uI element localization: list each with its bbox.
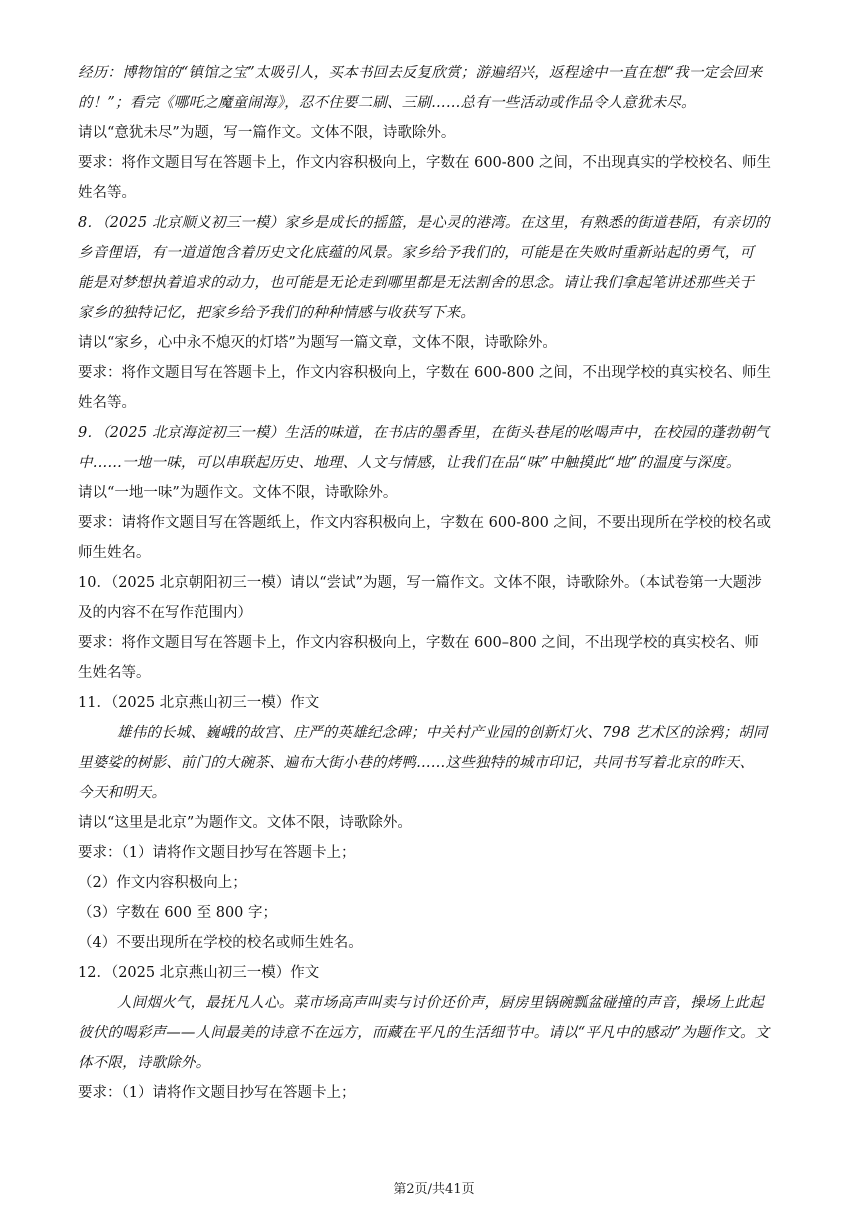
text-line: 经历：博物馆的“镇馆之宝”太吸引人，买本书回去反复欣赏；游遍绍兴，返程途中一直在想“我一定会回来 — [78, 65, 763, 81]
text-line: 8．（2025 北京顺义初三一模）家乡是成长的摇篮，是心灵的港湾。在这里，有熟悉的街道巷陌，有亲切的 — [78, 215, 770, 231]
text-line: 9．（2025 北京海淀初三一模）生活的味道，在书店的墨香里，在街头巷尾的吆喝声中，在校园的蓬勃朝气 — [78, 425, 770, 441]
text-line: 的！”；看完《哪吒之魔童闹海》，忍不住要二刷、三刷……总有一些活动或作品令人意犹未尽。 — [78, 95, 696, 111]
text-line: 要求：（1）请将作文题目抄写在答题卡上； — [78, 1085, 356, 1101]
text-line: 要求：将作文题目写在答题卡上，作文内容积极向上，字数在 600–800 之间，不出现学校的真实校名、师 — [78, 635, 759, 651]
text-line: 家乡的独特记忆，把家乡给予我们的种种情感与收获写下来。 — [78, 305, 475, 321]
text-line: 要求：请将作文题目写在答题纸上，作文内容积极向上，字数在 600-800 之间，不要出现所在学校的校名或 — [78, 515, 771, 531]
text-line: 请以“家乡，心中永不熄灭的灯塔”为题写一篇文章，文体不限，诗歌除外。 — [78, 335, 557, 351]
text-line: 12．（2025 北京燕山初三一模）作文 — [78, 965, 320, 981]
text-line: 中……一地一味，可以串联起历史、地理、人文与情感，让我们在品“味”中触摸此“地”的温度与深度。 — [78, 455, 741, 471]
text-line: 人间烟火气，最抚凡人心。菜市场高声叫卖与讨价还价声，厨房里锅碗瓢盆碰撞的声音，操场上此起 — [117, 995, 764, 1011]
text-line: 11．（2025 北京燕山初三一模）作文 — [78, 695, 320, 711]
text-line: 乡音俚语，有一道道饱含着历史文化底蕴的风景。家乡给予我们的，可能是在失败时重新站起的勇气，可 — [78, 245, 755, 261]
text-line: 能是对梦想执着追求的动力，也可能是无论走到哪里都是无法割舍的思念。请让我们拿起笔讲述那些关于 — [78, 275, 755, 291]
text-line: 体不限，诗歌除外。 — [78, 1055, 211, 1071]
text-line: 姓名等。 — [78, 395, 136, 411]
text-line: 要求：将作文题目写在答题卡上，作文内容积极向上，字数在 600-800 之间，不出现学校的真实校名、师生 — [78, 365, 771, 381]
text-line: 雄伟的长城、巍峨的故宫、庄严的英雄纪念碑；中关村产业园的创新灯火、798 艺术区的涂鸦；胡同 — [117, 725, 768, 741]
text-line: 师生姓名。 — [78, 545, 151, 561]
text-line: （2）作文内容积极向上； — [78, 875, 247, 891]
text-line: 请以“这里是北京”为题作文。文体不限，诗歌除外。 — [78, 815, 412, 831]
text-line: 要求：（1）请将作文题目抄写在答题卡上； — [78, 845, 356, 861]
text-line: 彼伏的喝彩声——人间最美的诗意不在远方，而藏在平凡的生活细节中。请以“平凡中的感动”为题作文。文 — [78, 1025, 770, 1041]
page-footer: 第2页/共41页 — [393, 1182, 475, 1197]
text-line: 10．（2025 北京朝阳初三一模）请以“尝试”为题，写一篇作文。文体不限，诗歌除外。（本试卷第一大题涉 — [78, 575, 762, 591]
text-line: 要求：将作文题目写在答题卡上，作文内容积极向上，字数在 600-800 之间，不出现真实的学校校名、师生 — [78, 155, 771, 171]
text-line: （3）字数在 600 至 800 字； — [78, 905, 278, 921]
text-line: 请以“一地一味”为题作文。文体不限，诗歌除外。 — [78, 485, 398, 501]
page-content — [78, 58, 790, 1108]
text-line: 生姓名等。 — [78, 665, 151, 681]
text-line: 今天和明天。 — [78, 785, 167, 801]
text-line: 请以“意犹未尽”为题，写一篇作文。文体不限，诗歌除外。 — [78, 125, 456, 141]
text-line: 姓名等。 — [78, 185, 136, 201]
text-line: 里婆娑的树影、前门的大碗茶、遍布大街小巷的烤鸭……这些独特的城市印记，共同书写着北京的昨天、 — [78, 755, 755, 771]
text-line: 及的内容不在写作范围内） — [78, 605, 252, 621]
text-line: （4）不要出现所在学校的校名或师生姓名。 — [78, 935, 363, 951]
